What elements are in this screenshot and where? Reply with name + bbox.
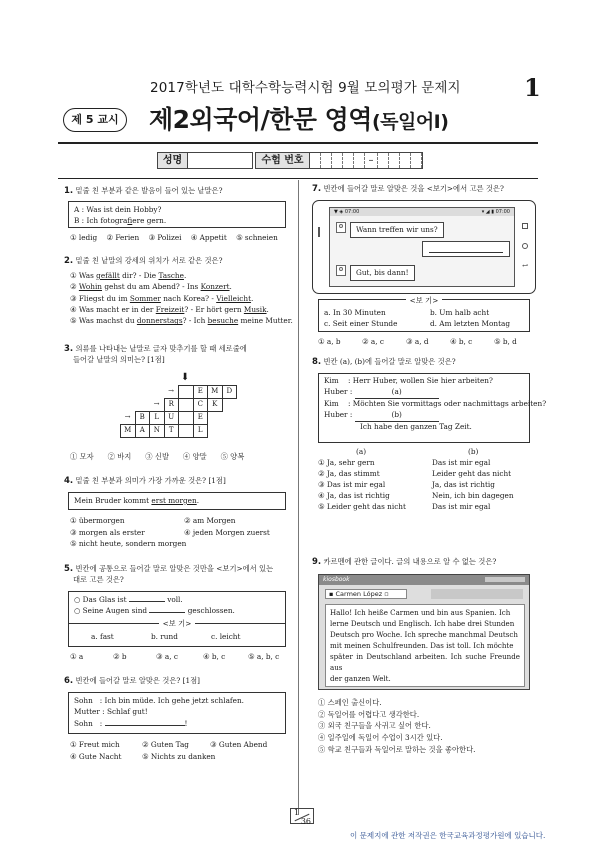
answer-option[interactable]: ① 모자: [70, 452, 94, 461]
right-arrow-icon: →: [124, 413, 131, 422]
exam-number-cell[interactable]: [400, 153, 411, 168]
question-9-stem: [312, 557, 496, 568]
answer-option[interactable]: ③ 신발: [145, 452, 169, 461]
subject-detail: (독일어Ⅰ): [371, 111, 449, 133]
header-divider: [58, 142, 538, 144]
bogi-items: a. fast b. rund c. leicht: [91, 632, 241, 641]
subject-title: [149, 103, 448, 137]
question-text: 대로 고른 것은?: [73, 575, 124, 585]
question-text: 빈칸에 들어갈 말로 알맞은 것은? [1점]: [75, 676, 201, 685]
back-icon: ↩: [522, 262, 528, 270]
answer-option[interactable]: ③ 외국 친구들을 사귀고 싶어 한다.: [318, 721, 431, 731]
post-body: [325, 604, 525, 687]
grid-cell: U: [164, 412, 179, 425]
grid-cell: [179, 425, 194, 438]
question-number: 6.: [64, 676, 74, 686]
current-page: 1: [294, 808, 300, 817]
dialog-line: Mutter : Schlaf gut!: [74, 707, 148, 717]
grid-cell: D: [222, 386, 237, 399]
question-5-options: [70, 652, 279, 662]
question-text: 밑줄 친 부분과 같은 발음이 들어 있는 낱말은?: [75, 186, 223, 195]
post-line: Deutsch pro Woche. Ich spreche manchmal Deutsch: [330, 629, 518, 639]
answer-option[interactable]: ① Freut mich: [70, 740, 120, 749]
question-9-options: [318, 697, 475, 755]
answer-option[interactable]: ⑤ Nichts zu danken: [142, 751, 216, 761]
post-line: mit meinen Schulfreunden. Das ist toll. Ich möchte: [330, 640, 514, 650]
question-text: 밑줄 친 부분과 의미가 가장 가까운 것은? [1점]: [75, 476, 226, 485]
answer-option[interactable]: ① a, b: [318, 337, 341, 346]
answer-option[interactable]: ③ a, c: [156, 652, 178, 661]
right-arrow-icon: →: [153, 400, 160, 409]
question-4-sentence: Mein Bruder kommt erst morgen.: [68, 492, 286, 510]
question-text: 카르멘에 관한 글이다. 글의 내용으로 알 수 없는 것은?: [323, 557, 497, 566]
answer-option[interactable]: ② 독일어를 어렵다고 생각한다.: [318, 709, 420, 719]
question-3-options: [70, 452, 244, 462]
answer-option[interactable]: ① Was gefällt dir? - Die Tasche.: [70, 271, 187, 280]
page-number: 1: [524, 73, 541, 102]
answer-option[interactable]: ⑤ 양복: [220, 452, 245, 461]
grid-cell: B: [135, 412, 150, 425]
chat-message-incoming: Wann treffen wir uns?: [350, 222, 444, 238]
answer-option[interactable]: ① ledig: [70, 233, 98, 242]
page-counter: [290, 808, 314, 824]
browser-title: kiosbook: [323, 576, 350, 583]
question-number: 7.: [312, 184, 322, 194]
grid-cell: [179, 386, 194, 399]
answer-option[interactable]: ④ Appetit: [190, 233, 227, 242]
grid-cell: T: [164, 425, 179, 438]
question-1-dialog: [68, 201, 286, 228]
home-icon: [522, 243, 528, 249]
question-number: 8.: [312, 357, 322, 367]
sentence-line: ○ Seine Augen sind geschlossen.: [74, 606, 235, 616]
answer-option[interactable]: ④ b, c: [203, 652, 226, 661]
column-divider: [298, 180, 299, 815]
question-number: 5.: [64, 564, 74, 574]
exam-number-label: 수험 번호: [256, 153, 310, 168]
exam-number-field[interactable]: [255, 152, 423, 169]
post-line: lerne Deutsch und Englisch. Ich habe drei Stunden: [330, 618, 515, 628]
question-3-stem: [64, 344, 247, 365]
question-7-options: [318, 337, 517, 347]
copyright-notice: 이 문제지에 관한 저작권은 한국교육과정평가원에 있습니다.: [350, 831, 546, 840]
question-number: 9.: [312, 557, 322, 567]
answer-option[interactable]: ⑤ schneien: [236, 233, 278, 242]
question-5-stem: [64, 564, 273, 585]
post-line: Hallo! Ich heiße Carmen und bin aus Spanien. Ich: [330, 608, 511, 617]
total-pages: 36: [300, 817, 311, 826]
avatar-icon: [336, 265, 346, 276]
grid-cell: N: [150, 425, 165, 438]
bogi-label: <보 기>: [319, 295, 529, 306]
question-text: 의류를 나타내는 낱말로 글자 맞추기를 할 때 세로줄에: [75, 344, 247, 353]
exam-number-cell[interactable]: [343, 153, 354, 168]
search-bar[interactable]: [485, 577, 525, 582]
answer-option[interactable]: ② am Morgen: [184, 516, 236, 525]
user-icon: ▪: [329, 590, 334, 598]
avatar-icon: [336, 222, 346, 233]
answer-option[interactable]: ⑤ Leider geht das nicht Das ist mir egal: [318, 501, 491, 511]
answer-option[interactable]: ⑤ Was machst du donnerstags? - Ich besuche meine Mutter.: [70, 316, 293, 326]
answer-option[interactable]: ① Ja, sehr gern Das ist mir egal: [318, 457, 491, 467]
exam-number-cell[interactable]: [354, 153, 365, 168]
dialog-line: Kim : Möchten Sie vormittags oder nachmittags arbeiten?: [324, 398, 547, 408]
chat-message-blank: [422, 241, 510, 257]
grid-cell: A: [135, 425, 150, 438]
question-number: 3.: [64, 344, 74, 354]
question-8-dialog: [318, 373, 547, 443]
down-arrow-icon: ⬇: [181, 372, 190, 383]
question-7-bogi: <보 기> a. In 30 Minuten b. Um halb acht c. Seit einer Stunde d. Am letzten Montag: [318, 299, 530, 332]
question-text: 빈칸에 공통으로 들어갈 말로 알맞은 것만을 <보기>에서 있는: [75, 564, 274, 573]
dialog-line: Kim : Herr Huber, wollen Sie hier arbeiten?: [324, 376, 493, 385]
answer-option[interactable]: ④ Gute Nacht: [70, 751, 122, 761]
answer-option[interactable]: ② b: [113, 652, 127, 661]
grid-cell: M: [208, 386, 223, 399]
answer-option[interactable]: ② a, c: [362, 337, 384, 346]
question-text: 밑줄 친 낱말의 강세의 위치가 서로 같은 것은?: [75, 256, 223, 265]
answer-option[interactable]: ③ Polizei: [148, 233, 182, 242]
phone-screen: [329, 207, 515, 287]
exam-number-separator: –: [365, 153, 378, 168]
grid-cell: C: [193, 399, 208, 412]
bogi-label: <보 기>: [69, 618, 285, 629]
question-6-stem: [64, 676, 200, 687]
grid-cell: K: [208, 399, 223, 412]
name-input-area[interactable]: [188, 153, 252, 168]
answer-option[interactable]: ⑤ a, b, c: [248, 652, 280, 661]
question-7-stem: [312, 184, 504, 195]
page-icon: ▫: [384, 590, 389, 598]
dialog-line: A : Was ist dein Hobby?: [74, 205, 162, 214]
question-text: 빈칸 (a), (b)에 들어갈 말로 알맞은 것은?: [323, 357, 456, 366]
exam-number-cell[interactable]: [321, 153, 332, 168]
answer-option[interactable]: ② Ja, das stimmt Leider geht das nicht: [318, 468, 512, 478]
column-header-a: (a): [356, 447, 367, 456]
session-badge: 제 5 교시: [63, 108, 127, 132]
question-6-dialog: [68, 692, 286, 734]
answer-option[interactable]: ⑤ b, d: [494, 337, 517, 346]
question-5-box: [68, 591, 286, 647]
sentence-line: ○ Das Glas ist voll.: [74, 595, 183, 604]
question-8-options: [318, 447, 514, 513]
question-2-options: [70, 270, 293, 326]
column-header-b: (b): [468, 447, 479, 456]
grid-cell: R: [164, 399, 179, 412]
question-text: 들어갈 낱말의 의미는? [1점]: [73, 355, 165, 365]
answer-option[interactable]: ① a: [70, 652, 84, 661]
crossword-grid: [120, 385, 237, 438]
answer-option[interactable]: ① übermorgen: [70, 516, 125, 525]
question-6-options: [70, 739, 267, 762]
answer-option[interactable]: ② 바지: [107, 452, 132, 461]
dialog-line: Sohn : Ich bin müde. Ich gehe jetzt schlafen.: [74, 696, 244, 705]
post-line: später in Deutschland arbeiten. Ich suche Freunde aus: [330, 651, 520, 672]
question-2-stem: [64, 256, 223, 267]
dialog-line: Huber : (a): [324, 387, 524, 399]
browser-title-bar: [319, 575, 529, 585]
question-4-stem: [64, 476, 226, 487]
grid-cell: [179, 412, 194, 425]
name-label: 성명: [158, 153, 188, 168]
grid-cell: [179, 399, 194, 412]
grid-cell: L: [193, 425, 208, 438]
question-8-stem: [312, 357, 456, 368]
answer-option[interactable]: ③ Das ist mir egal Ja, das ist richtig: [318, 479, 495, 489]
answer-option[interactable]: ② Ferien: [106, 233, 140, 242]
header-bar: [431, 589, 523, 599]
profile-name: Carmen López: [335, 590, 383, 598]
question-text: 빈칸에 들어갈 말로 알맞은 것을 <보기>에서 고른 것은?: [323, 184, 504, 193]
answer-option[interactable]: ④ 일주일에 독일어 수업이 3시간 있다.: [318, 733, 443, 743]
chat-message-incoming: Gut, bis dann!: [350, 265, 415, 281]
right-arrow-icon: →: [168, 387, 174, 396]
answer-option[interactable]: ③ a, d: [406, 337, 429, 346]
answer-option[interactable]: ④ b, c: [450, 337, 473, 346]
answer-option[interactable]: ① 스페인 출신이다.: [318, 698, 382, 707]
exam-number-cell[interactable]: [310, 153, 321, 168]
grid-cell: E: [193, 386, 208, 399]
answer-option[interactable]: ③ Fliegst du im Sommer nach Korea? - Vielleicht.: [70, 293, 254, 303]
smartphone-frame: [312, 200, 536, 294]
question-number: 1.: [64, 186, 74, 196]
dialog-line: Sohn : !: [74, 718, 188, 728]
answer-option[interactable]: ② Wohin gehst du am Abend? - Ins Konzert.: [70, 282, 232, 292]
social-media-window: [318, 574, 530, 690]
question-number: 4.: [64, 476, 74, 486]
status-bar: ▼ ◈ 07:00 ▾ ◢ ▮ 07:00: [330, 208, 514, 216]
menu-icon: [522, 223, 528, 229]
exam-number-cell[interactable]: [332, 153, 343, 168]
dialog-line: Huber : (b): [324, 410, 524, 422]
subject-name: 제2외국어/한문 영역: [149, 105, 372, 134]
grid-cell: M: [121, 425, 136, 438]
question-1-options: [70, 233, 278, 243]
info-divider: [58, 178, 538, 179]
answer-option[interactable]: ④ Was macht er in der Freizeit? - Er hört gern Musik.: [70, 304, 269, 314]
phone-side-mark: [318, 227, 320, 237]
grid-cell: L: [150, 412, 165, 425]
answer-option[interactable]: ② Guten Tag: [142, 740, 189, 749]
grid-cell: E: [193, 412, 208, 425]
question-number: 2.: [64, 256, 74, 266]
dialog-line: Ich habe den ganzen Tag Zeit.: [360, 421, 472, 431]
answer-option[interactable]: ③ morgen als erster: [70, 527, 145, 537]
post-line: der ganzen Welt.: [330, 673, 391, 683]
dialog-line: B : Ich fotografiere gern.: [74, 216, 167, 226]
exam-number-cell[interactable]: [411, 153, 422, 168]
answer-option[interactable]: ④ jeden Morgen zuerst: [184, 527, 270, 537]
exam-number-cell[interactable]: [389, 153, 400, 168]
answer-option[interactable]: ⑤ 학교 친구들과 독일어로 말하는 것을 좋아한다.: [318, 744, 476, 754]
answer-option[interactable]: ④ 양말: [182, 452, 207, 461]
question-1-stem: [64, 186, 223, 197]
exam-title: 2017학년도 대학수학능력시험 9월 모의평가 문제지: [150, 80, 461, 96]
name-field[interactable]: [157, 152, 253, 169]
answer-option[interactable]: ⑤ nicht heute, sondern morgen: [70, 539, 187, 549]
question-4-options: [70, 515, 270, 550]
exam-number-cell[interactable]: [378, 153, 389, 168]
answer-option[interactable]: ③ Guten Abend: [210, 740, 268, 749]
answer-option[interactable]: ④ Ja, das ist richtig Nein, ich bin dagegen: [318, 490, 514, 500]
profile-tag: [325, 589, 407, 599]
